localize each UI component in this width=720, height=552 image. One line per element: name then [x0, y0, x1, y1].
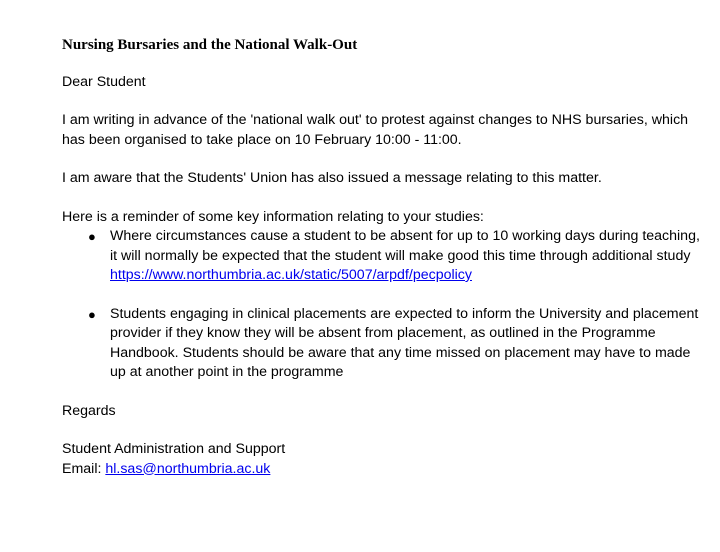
paragraph-walkout: I am writing in advance of the 'national walk out' to protest against changes to NHS bursaries, which has been organised to take place on 10 February 10:00 - 11:00.	[62, 112, 689, 148]
bullet-icon: ●	[88, 306, 96, 322]
paragraph-students-union: I am aware that the Students' Union has also issued a message relating to this matter.	[62, 170, 602, 186]
email-label: Email:	[62, 460, 106, 477]
pec-policy-link[interactable]: https://www.northumbria.ac.uk/static/5007/arpdf/pecpolicy	[110, 267, 472, 283]
email-link[interactable]: hl.sas@northumbria.ac.uk	[105, 460, 271, 477]
list-item	[62, 305, 702, 383]
document-title: Nursing Bursaries and the National Walk-Out	[62, 37, 358, 53]
signature-email-line	[62, 460, 702, 480]
bullet-icon: ●	[88, 229, 96, 244]
reminder-list	[62, 227, 702, 383]
email-body	[62, 36, 702, 479]
bullet-text: Where circumstances cause a student to be absent for up to 10 working days during teaching, it will normally be expected that the student will make good this time through additional study	[110, 228, 700, 264]
list-item	[62, 227, 702, 286]
salutation: Dear Student	[62, 73, 146, 90]
closing: Regards	[62, 402, 116, 419]
bullet-text: Students engaging in clinical placements are expected to inform the University and placement provider if they know they will be absent from placement, as outlined in the Programme Handbook. Students should be aware that any time missed on placement may have to made up at another point in the programme	[110, 305, 699, 380]
reminder-intro: Here is a reminder of some key information relating to your studies:	[62, 208, 484, 225]
signature-name: Student Administration and Support	[62, 441, 286, 457]
